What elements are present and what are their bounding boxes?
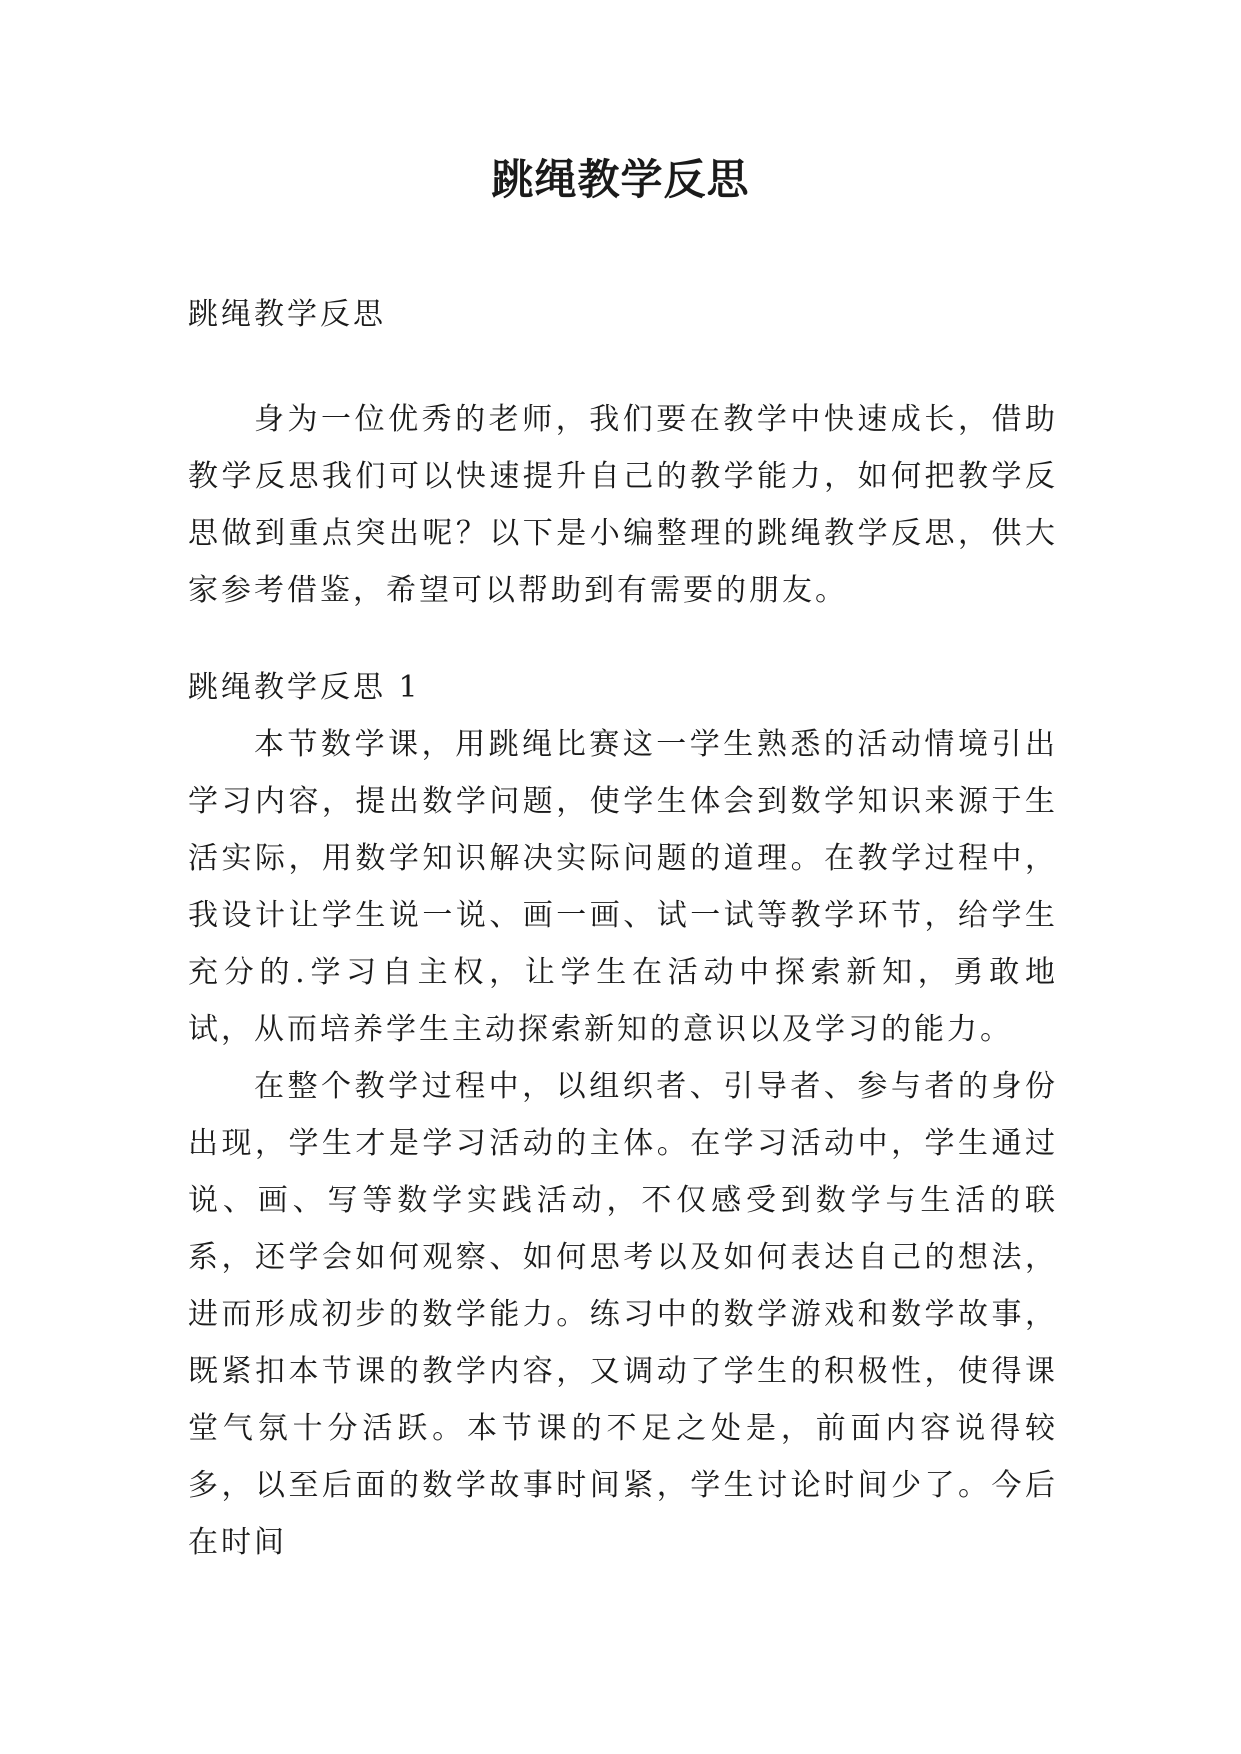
intro-paragraph: 身为一位优秀的老师，我们要在教学中快速成长，借助教学反思我们可以快速提升自己的教学能力，如何把教学反思做到重点突出呢？以下是小编整理的跳绳教学反思，供大家参考借鉴，希望可以帮助到有需要的朋友。 [188,402,1058,608]
document-body [188,286,1058,1571]
body-paragraph-1: 本节数学课，用跳绳比赛这一学生熟悉的活动情境引出学习内容，提出数学问题，使学生体会到数学知识来源于生活实际，用数学知识解决实际问题的道理。在教学过程中，我设计让学生说一说、画一画、试一试等教学环节，给学生充分的.学习自主权，让学生在活动中探索新知，勇敢地试，从而培养学生主动探索新知的意识以及学习的能力。 [188,727,1058,1047]
document-title: 跳绳教学反思 [491,155,750,204]
body-paragraph-2: 在整个教学过程中，以组织者、引导者、参与者的身份出现，学生才是学习活动的主体。在学习活动中，学生通过说、画、写等数学实践活动，不仅感受到数学与生活的联系，还学会如何观察、如何思考以及如何表达自己的想法，进而形成初步的数学能力。练习中的数学游戏和数学故事，既紧扣本节课的教学内容，又调动了学生的积极性，使得课堂气氛十分活跃。本节课的不足之处是，前面内容说得较多，以至后面的数学故事时间紧，学生讨论时间少了。今后在时间 [188,1069,1058,1560]
section-heading: 跳绳教学反思 1 [188,670,421,705]
document-subtitle: 跳绳教学反思 [188,297,386,332]
